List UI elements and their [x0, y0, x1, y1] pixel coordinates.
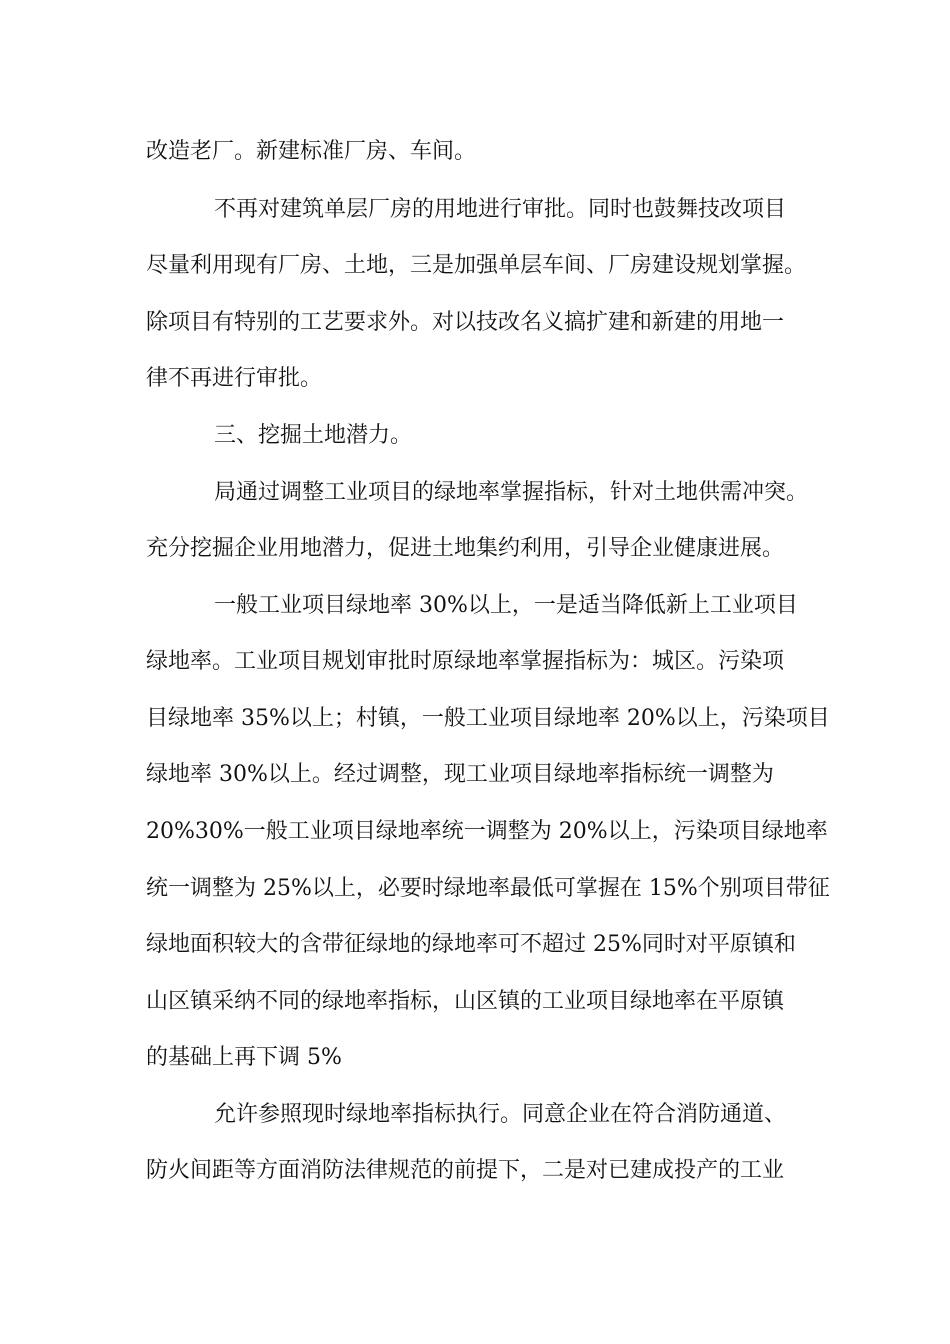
text-line: 山区镇采纳不同的绿地率指标，山区镇的工业项目绿地率在平原镇 [146, 989, 785, 1014]
text-line: 除项目有特别的工艺要求外。对以技改名义搞扩建和新建的用地一 [146, 310, 785, 335]
text-line: 充分挖掘企业用地潜力，促进土地集约利用，引导企业健康进展。 [146, 536, 785, 561]
text-line: 尽量利用现有厂房、土地，三是加强单层车间、厂房建设规划掌握。 [146, 253, 807, 278]
paragraph-first-line: 局通过调整工业项目的绿地率掌握指标，针对土地供需冲突。 [214, 480, 809, 505]
paragraph-first-line: 允许参照现时绿地率指标执行。同意企业在符合消防通道、 [214, 1102, 787, 1127]
text-line: 绿地率。工业项目规划审批时原绿地率掌握指标为：城区。污染项 [146, 649, 785, 674]
text-line: 统一调整为 25%以上，必要时绿地率最低可掌握在 15%个别项目带征 [146, 876, 830, 901]
text-line: 改造老厂。新建标准厂房、车间。 [146, 139, 477, 164]
text-line: 的基础上再下调 5% [146, 1045, 342, 1070]
text-line: 绿地面积较大的含带征绿地的绿地率可不超过 25%同时对平原镇和 [146, 932, 796, 957]
text-line: 律不再进行审批。 [146, 366, 323, 391]
text-line: 20%30%一般工业项目绿地率统一调整为 20%以上，污染项目绿地率 [146, 819, 828, 844]
paragraph-first-line: 一般工业项目绿地率 30%以上，一是适当降低新上工业项目 [214, 593, 798, 618]
section-heading: 三、挖掘土地潜力。 [214, 423, 413, 448]
text-line: 目绿地率 35%以上；村镇，一般工业项目绿地率 20%以上，污染项目 [146, 706, 830, 731]
paragraph-first-line: 不再对建筑单层厂房的用地进行审批。同时也鼓舞技改项目 [214, 197, 787, 222]
text-line: 绿地率 30%以上。经过调整，现工业项目绿地率指标统一调整为 [146, 762, 774, 787]
text-line: 防火间距等方面消防法律规范的前提下，二是对已建成投产的工业 [146, 1158, 785, 1183]
